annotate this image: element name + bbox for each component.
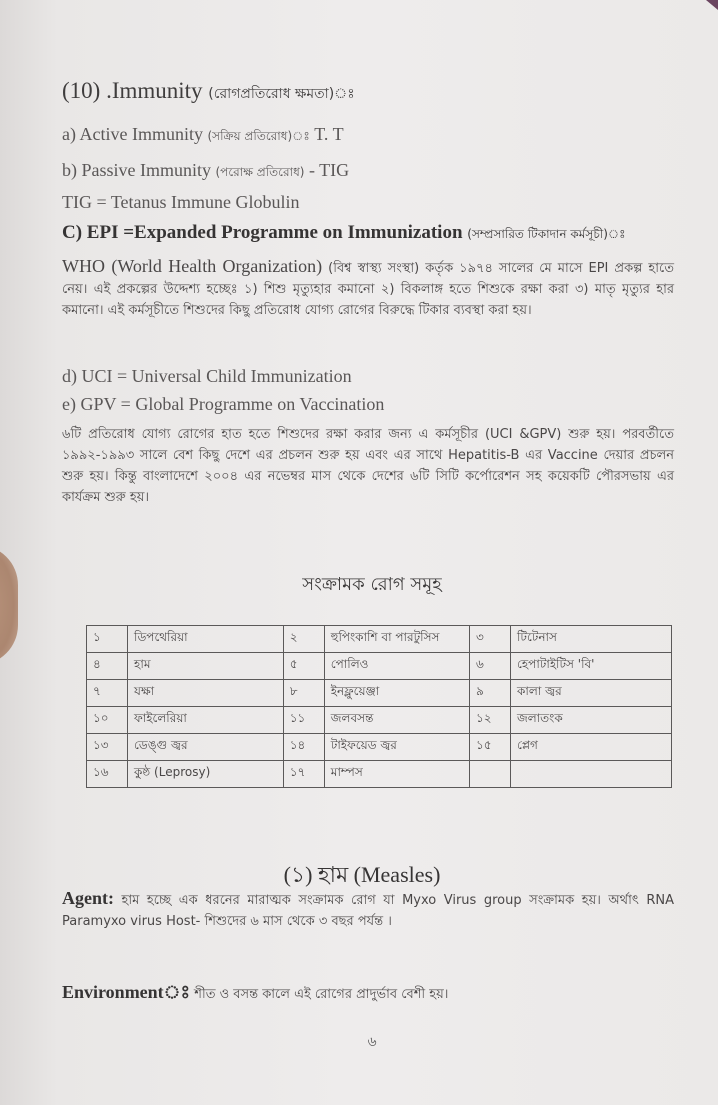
infectious-diseases-table [86,625,672,788]
table-row: ৭ যক্ষা ৮ ইনফ্লুয়েঞ্জা ৯ কালা জ্বর [87,680,672,707]
page-corner-mark [706,0,718,10]
table-row: ১৩ ডেঙ্গু জ্বর ১৪ টাইফয়েড জ্বর ১৫ প্লেগ [87,734,672,761]
table-row: ৪ হাম ৫ পোলিও ৬ হেপাটাইটিস 'বি' [87,653,672,680]
table-row: ১ ডিপথেরিয়া ২ হুপিংকাশি বা পারটুসিস ৩ টিটেনাস [87,626,672,653]
gpv-definition: e) GPV = Global Programme on Vaccination [62,394,385,414]
table-title: সংক্রামক রোগ সমূহ [302,574,442,595]
section-heading: (10) .Immunity (রোগপ্রতিরোধ ক্ষমতা)ঃ [62,78,355,103]
table-row: ১৬ কুষ্ঠ (Leprosy) ১৭ মাম্পস [87,761,672,788]
tig-definition: TIG = Tetanus Immune Globulin [62,192,300,212]
epi-paragraph: WHO (World Health Organization) (বিশ্ব স্বাস্থ্য সংস্থা) কর্তৃক ১৯৭৪ সালের মে মাসে EPI প্রকল্প হাতে নেয়। এই প্রকল্পের উদ্দেশ্য হচ্ছেঃ ১) শিশু মৃত্যুহার কমানো ২) বিকলাঙ্গ হতে শিশুকে রক্ষা করা ৩) মাতৃ মৃত্যুর হার কমানো। এই কর্মসূচীতে শিশুদের কিছু প্রতিরোধ যোগ্য রোগের বিরুদ্ধে টিকার ব্যবস্থা করা হয়। [62,256,674,318]
measles-heading: (১) হাম (Measles) [283,862,441,887]
epi-heading: C) EPI =Expanded Programme on Immunization (সম্প্রসারিত টিকাদান কর্মসূচী)ঃ [62,222,626,243]
uci-gpv-paragraph: ৬টি প্রতিরোধ যোগ্য রোগের হাত হতে শিশুদের রক্ষা করার জন্য এ কর্মসূচীর (UCI &GPV) শুরু হয়। পরবর্তীতে ১৯৯২-১৯৯৩ সালে বেশ কিছু দেশে এর প্রচলন শুরু হয় এবং এর সাথে Hepatitis-B এর Vaccine দেয়ার প্রচলন শুরু হয়। কিন্তু বাংলাদেশে ২০০৪ এর নভেম্বর মাস থেকে দেশের ৬টি সিটি কর্পোরেশন সহ কয়েকটি পৌরসভায় এর কার্যক্রম শুরু হয়। [62,427,674,505]
measles-agent-paragraph: Agent: হাম হচ্ছে এক ধরনের মারাত্মক সংক্রামক রোগ যা Myxo Virus group সংক্রামক হয়। অর্থাৎ RNA Paramyxo virus Host- শিশুদের ৬ মাস থেকে ৩ বছর পর্যন্ত । [62,888,674,929]
uci-definition: d) UCI = Universal Child Immunization [62,366,352,386]
active-immunity-line: a) Active Immunity (সক্রিয় প্রতিরোধ)ঃ T. T [62,124,344,144]
passive-immunity-line: b) Passive Immunity (পরোক্ষ প্রতিরোধ) - TIG [62,160,350,180]
page-number: ৬ [367,1034,377,1050]
table-row: ১০ ফাইলেরিয়া ১১ জলবসন্ত ১২ জলাতংক [87,707,672,734]
measles-environment-paragraph: Environmentঃ শীত ও বসন্ত কালে এই রোগের প্রাদুর্ভাব বেশী হয়। [62,982,449,1002]
thumb-in-photo [0,545,18,665]
